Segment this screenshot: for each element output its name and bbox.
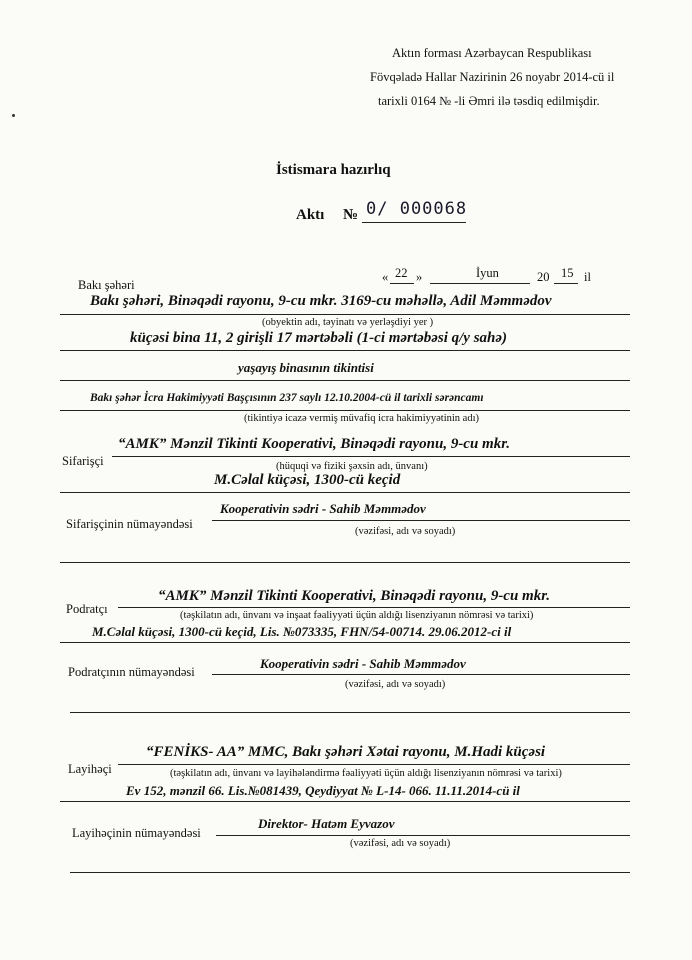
approval-line-3: tarixli 0164 № -li Əmri ilə təsdiq edilmişdir. (378, 94, 600, 108)
designer-label: Layihəçi (68, 762, 112, 776)
date-year: 15 (561, 266, 574, 280)
contractor-line-1: “AMK” Mənzil Tikinti Kooperativi, Binəqədi rayonu, 9-cu mkr. (158, 588, 550, 604)
customer-line-1: “AMK” Mənzil Tikinti Kooperativi, Binəqədi rayonu, 9-cu mkr. (118, 436, 510, 452)
contractor-line-2: M.Cəlal küçəsi, 1300-cü keçid, Lis. №073335, FHN/54-00714. 29.06.2012-ci il (92, 624, 512, 639)
day-quote-close: » (416, 270, 423, 284)
date-day: 22 (395, 266, 408, 280)
designer-rep-label: Layihəçinin nümayəndəsi (72, 826, 201, 840)
contractor-rep-label: Podratçının nümayəndəsi (68, 665, 195, 679)
city-label: Bakı şəhəri (78, 278, 135, 292)
object-line-1: Bakı şəhəri, Binəqədi rayonu, 9-cu mkr. 3169-cu məhəllə, Adil Məmmədov (90, 293, 552, 309)
year-prefix: 20 (537, 270, 550, 284)
customer-line-2: M.Cəlal küçəsi, 1300-cü keçid (214, 472, 401, 488)
contractor-label: Podratçı (66, 602, 108, 616)
approval-line-2: Fövqəladə Hallar Nazirinin 26 noyabr 2014-cü il (370, 70, 615, 84)
permit-text: Bakı şəhər İcra Hakimiyyəti Başçısının 237 saylı 12.10.2004-cü il tarixli sərəncamı (90, 392, 484, 404)
customer-caption: (hüquqi və fiziki şəxsin adı, ünvanı) (276, 461, 428, 472)
customer-rep-label: Sifarişçinin nümayəndəsi (66, 517, 193, 531)
designer-line-2: Ev 152, mənzil 66. Lis.№081439, Qeydiyyat № L-14- 066. 11.11.2014-cü il (126, 783, 520, 798)
number-sign: № (343, 207, 359, 223)
scan-speck (12, 114, 15, 117)
contractor-rep-value: Kooperativin sədri - Sahib Məmmədov (260, 656, 466, 671)
approval-line-1: Aktın forması Azərbaycan Respublikası (392, 46, 592, 60)
year-suffix: il (584, 270, 591, 284)
akt-label: Aktı (296, 207, 325, 223)
contractor-rep-caption: (vəzifəsi, adı və soyadı) (345, 679, 446, 690)
date-month: İyun (476, 266, 499, 280)
day-quote-open: « (382, 270, 389, 284)
designer-caption: (təşkilatın adı, ünvanı və layihələndirmə fəaliyyəti üçün aldığı lisenziyanın nömrəsi və tarixi) (170, 768, 562, 779)
object-line-2: küçəsi bina 11, 2 girişli 17 mərtəbəli (1-ci mərtəbəsi q/y sahə) (130, 330, 508, 346)
object-line-3: yaşayış binasının tikintisi (238, 360, 374, 375)
document-title: İstismara hazırlıq (276, 162, 391, 178)
designer-rep-caption: (vəzifəsi, adı və soyadı) (350, 838, 451, 849)
permit-caption: (tikintiyə icazə vermiş müvafiq icra hakimiyyətinin adı) (244, 413, 480, 424)
designer-line-1: “FENİKS- AA” MMC, Bakı şəhəri Xətai rayonu, M.Hadi küçəsi (146, 744, 546, 760)
act-number: 0/ 000068 (366, 199, 468, 219)
contractor-caption: (təşkilatın adı, ünvanı və inşaat fəaliyyəti üçün aldığı lisenziyanın nömrəsi və tarixi) (180, 610, 534, 621)
customer-label: Sifarişçi (62, 454, 104, 468)
designer-rep-value: Direktor- Hatəm Eyvazov (258, 816, 395, 831)
object-caption: (obyektin adı, təyinatı və yerləşdiyi yer ) (262, 317, 434, 328)
customer-rep-caption: (vəzifəsi, adı və soyadı) (355, 526, 456, 537)
customer-rep-value: Kooperativin sədri - Sahib Məmmədov (220, 501, 426, 516)
